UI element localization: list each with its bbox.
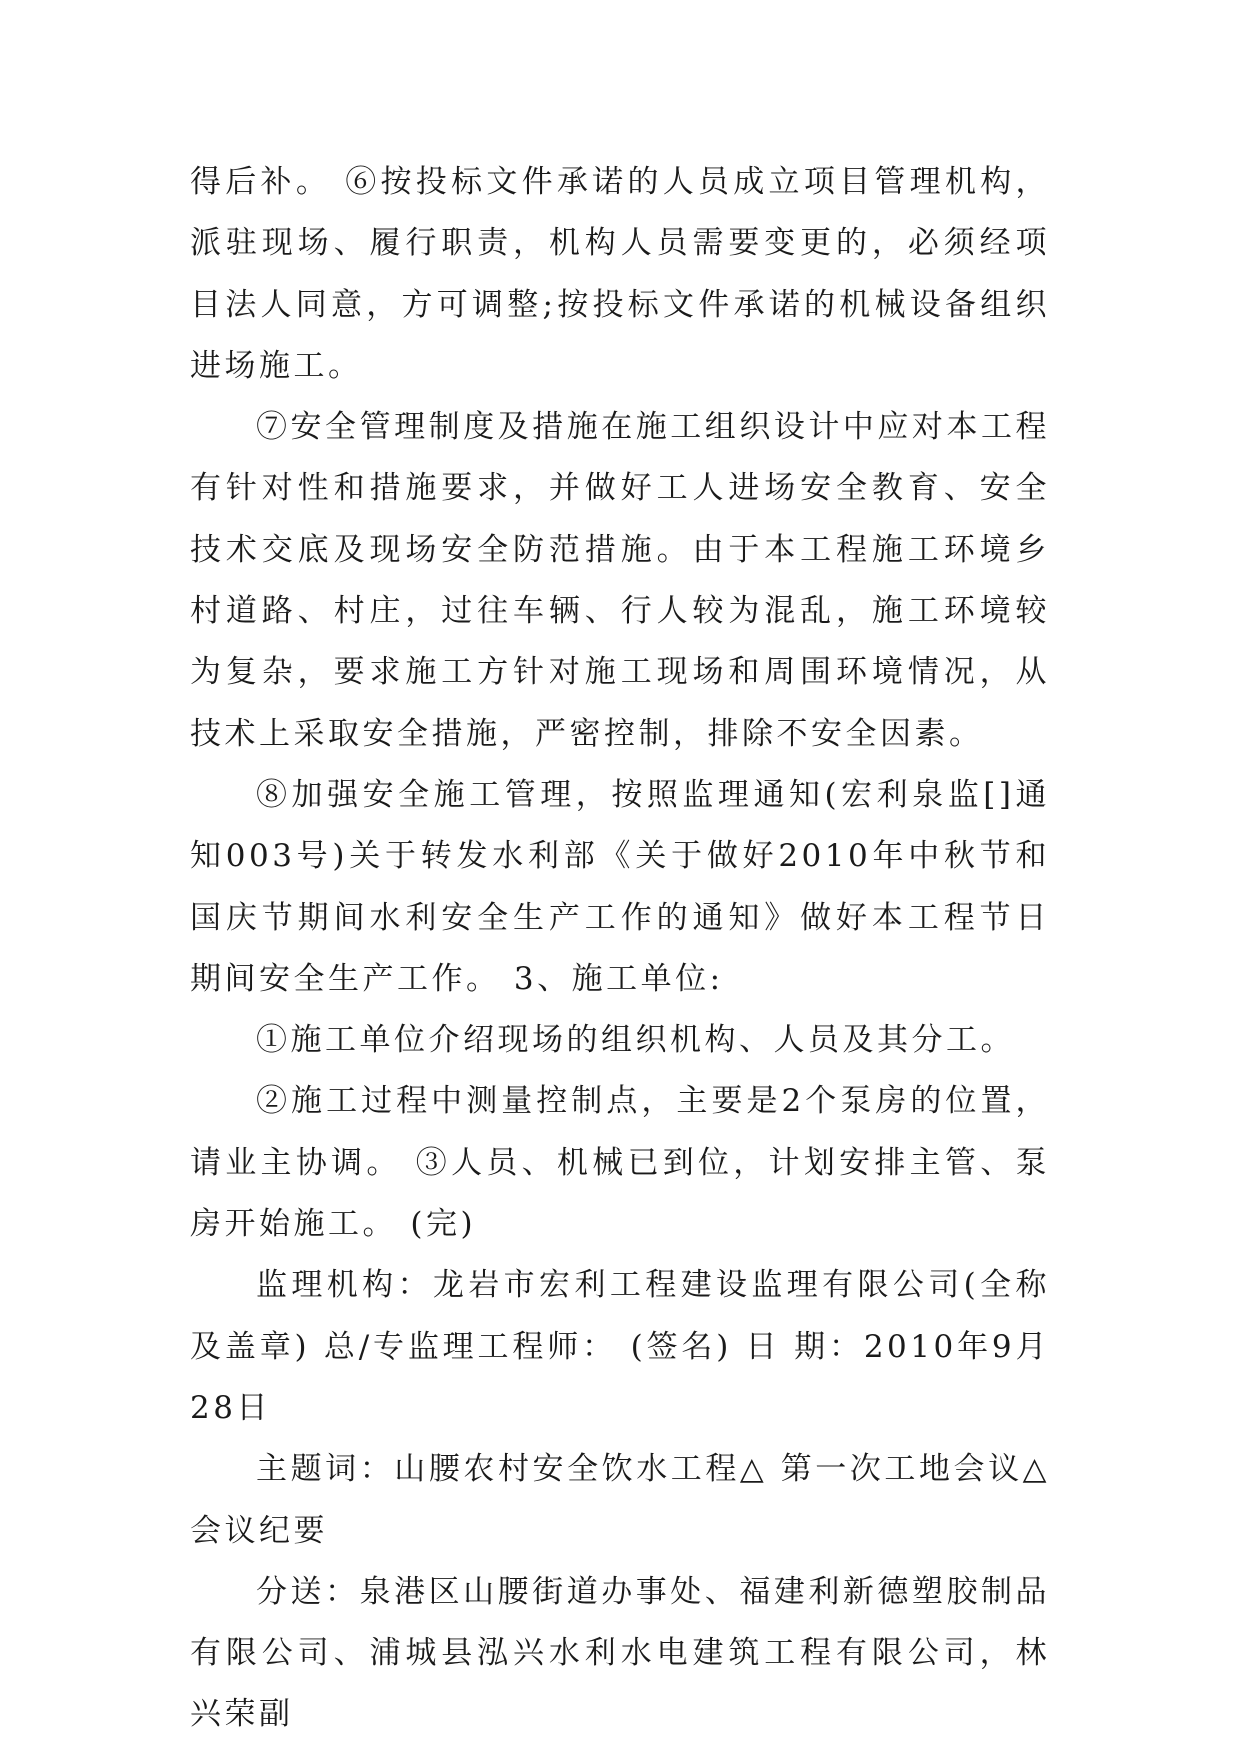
paragraph-supervision-signature: 监理机构：龙岩市宏利工程建设监理有限公司(全称及盖章) 总/专监理工程师： (签名) 日 期：2010年9月28日 [190, 1267, 1050, 1426]
document-body [190, 152, 1050, 1746]
paragraph-keywords: 主题词：山腰农村安全饮水工程△ 第一次工地会议△会议纪要 [190, 1451, 1050, 1549]
paragraph-safety-management: ⑦安全管理制度及措施在施工组织设计中应对本工程有针对性和措施要求，并做好工人进场安全教育、安全技术交底及现场安全防范措施。由于本工程施工环境乡村道路、村庄，过往车辆、行人较为混乱，施工环境较为复杂，要求施工方针对施工现场和周围环境情况，从技术上采取安全措施，严密控制，排除不安全因素。 [190, 409, 1050, 752]
paragraph-personnel-and-equipment: 得后补。 ⑥按投标文件承诺的人员成立项目管理机构，派驻现场、履行职责，机构人员需要变更的，必须经项目法人同意，方可调整;按投标文件承诺的机械设备组织进场施工。 [190, 164, 1050, 384]
paragraph-survey-control: ②施工过程中测量控制点，主要是2个泵房的位置，请业主协调。 ③人员、机械已到位，计划安排主管、泵房开始施工。 (完) [190, 1083, 1050, 1243]
paragraph-holiday-safety: ⑧加强安全施工管理，按照监理通知(宏利泉监[]通知003号)关于转发水利部《关于做好2010年中秋节和国庆节期间水利安全生产工作的通知》做好本工程节日期间安全生产工作。 3、施工单位: [190, 776, 1050, 997]
paragraph-distribution: 分送：泉港区山腰街道办事处、福建利新德塑胶制品有限公司、浦城县泓兴水利水电建筑工程有限公司，林兴荣副 [190, 1573, 1050, 1733]
paragraph-contractor-organization: ①施工单位介绍现场的组织机构、人员及其分工。 [256, 1022, 1015, 1059]
